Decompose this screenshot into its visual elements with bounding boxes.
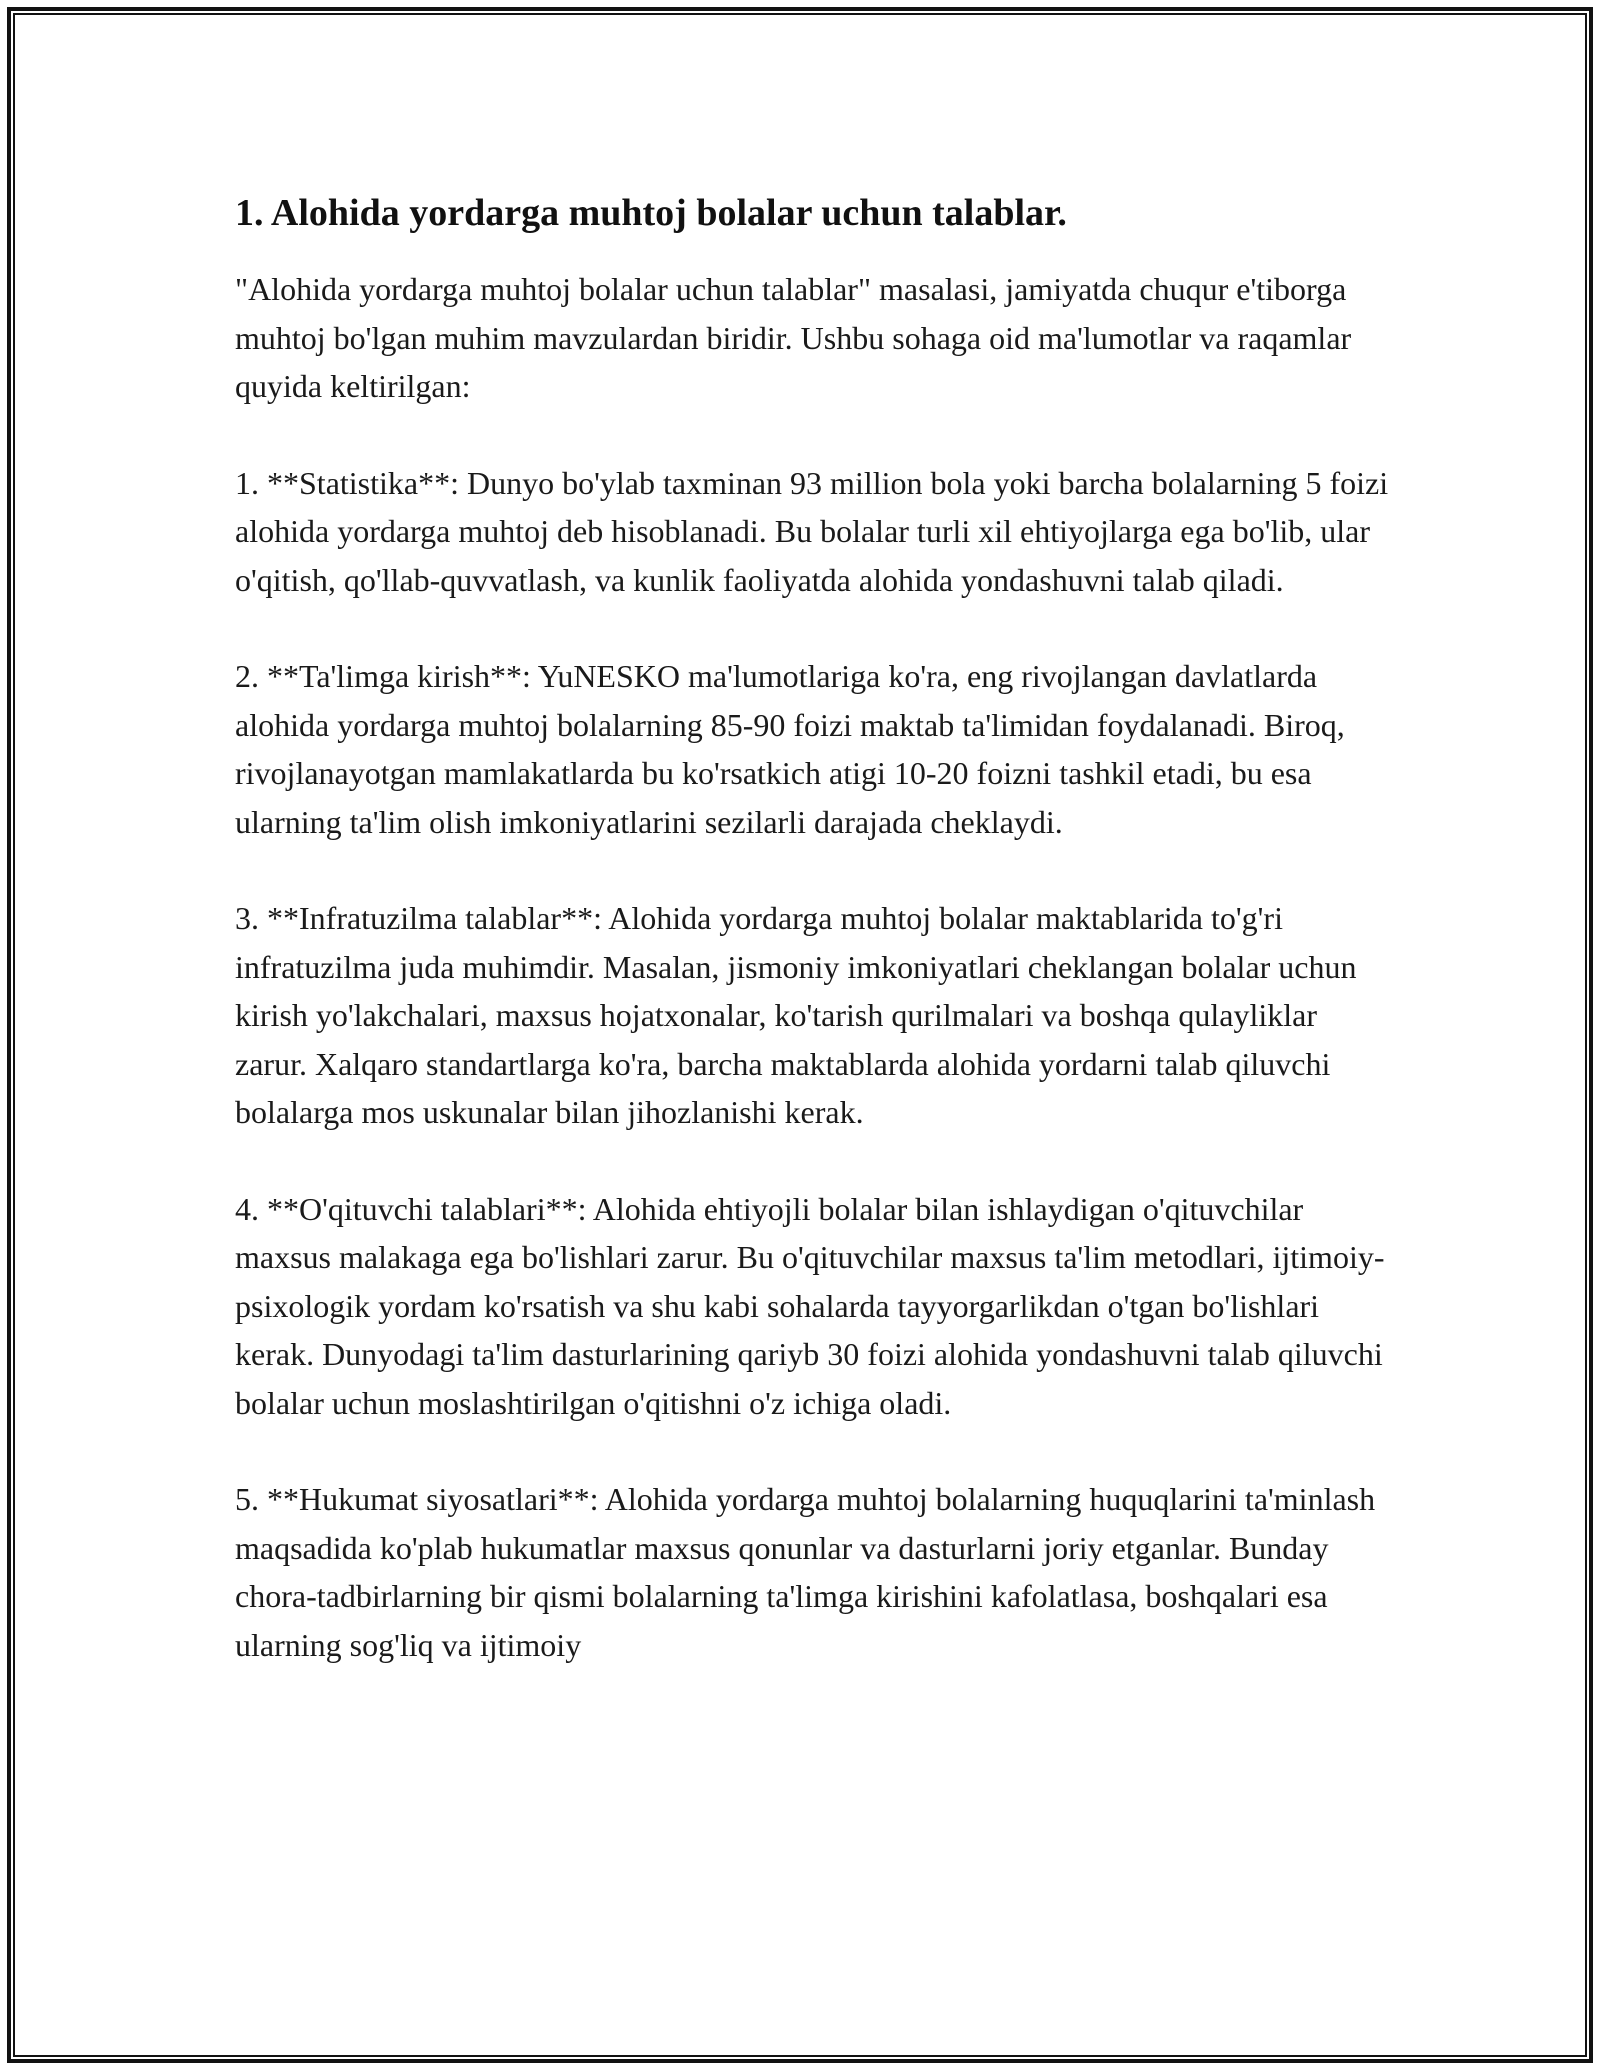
education-access-paragraph: 2. **Ta'limga kirish**: YuNESKO ma'lumotlariga ko'ra, eng rivojlangan davlatlarda alohida yordarga muhtoj bolalarning 85-90 foizi maktab ta'limidan foydalanadi. Biroq, rivojlanayotgan mamlakatlarda bu ko'rsatkich atigi 10-20 foizni tashkil etadi, bu esa ularning ta'lim olish imkoniyatlarini sezilarli darajada cheklaydi. [235, 658, 1345, 840]
document-body [235, 187, 1395, 1717]
infrastructure-paragraph: 3. **Infratuzilma talablar**: Alohida yordarga muhtoj bolalar maktablarida to'g'ri infratuzilma juda muhimdir. Masalan, jismoniy imkoniyatlari cheklangan bolalar uchun kirish yo'lakchalari, maxsus hojatxonalar, ko'tarish qurilmalari va boshqa qulayliklar zarur. Xalqaro standartlarga ko'ra, barcha maktablarda alohida yordarni talab qiluvchi bolalarga mos uskunalar bilan jihozlanishi kerak. [235, 900, 1357, 1130]
teacher-requirements-paragraph: 4. **O'qituvchi talablari**: Alohida ehtiyojli bolalar bilan ishlaydigan o'qituvchilar maxsus malakaga ega bo'lishlari zarur. Bu o'qituvchilar maxsus ta'lim metodlari, ijtimoiy-psixologik yordam ko'rsatish va shu kabi sohalarda tayyorgarlikdan o'tgan bo'lishlari kerak. Dunyodagi ta'lim dasturlarining qariyb 30 foizi alohida yondashuvni talab qiluvchi bolalar uchun moslashtirilgan o'qitishni o'z ichiga oladi. [235, 1190, 1385, 1421]
government-policy-paragraph: 5. **Hukumat siyosatlari**: Alohida yordarga muhtoj bolalarning huquqlarini ta'minlash maqsadida ko'plab hukumatlar maxsus qonunlar va dasturlarni joriy etganlar. Bunday chora-tadbirlarning bir qismi bolalarning ta'limga kirishini kafolatlasa, boshqalari esa ularning sog'liq va ijtimoiy [235, 1481, 1376, 1663]
document-title: 1. Alohida yordarga muhtoj bolalar uchun talablar. [235, 192, 1067, 234]
statistics-paragraph: 1. **Statistika**: Dunyo bo'ylab taxminan 93 million bola yoki barcha bolalarning 5 foizi alohida yordarga muhtoj deb hisoblanadi. Bu bolalar turli xil ehtiyojlarga ega bo'lib, ular o'qitish, qo'llab-quvvatlash, va kunlik faoliyatda alohida yondashuvni talab qiladi. [235, 464, 1389, 598]
intro-paragraph: "Alohida yordarga muhtoj bolalar uchun talablar" masalasi, jamiyatda chuqur e'tiborga muhtoj bo'lgan muhim mavzulardan biridir. Ushbu sohaga oid ma'lumotlar va raqamlar quyida keltirilgan: [235, 271, 1352, 404]
